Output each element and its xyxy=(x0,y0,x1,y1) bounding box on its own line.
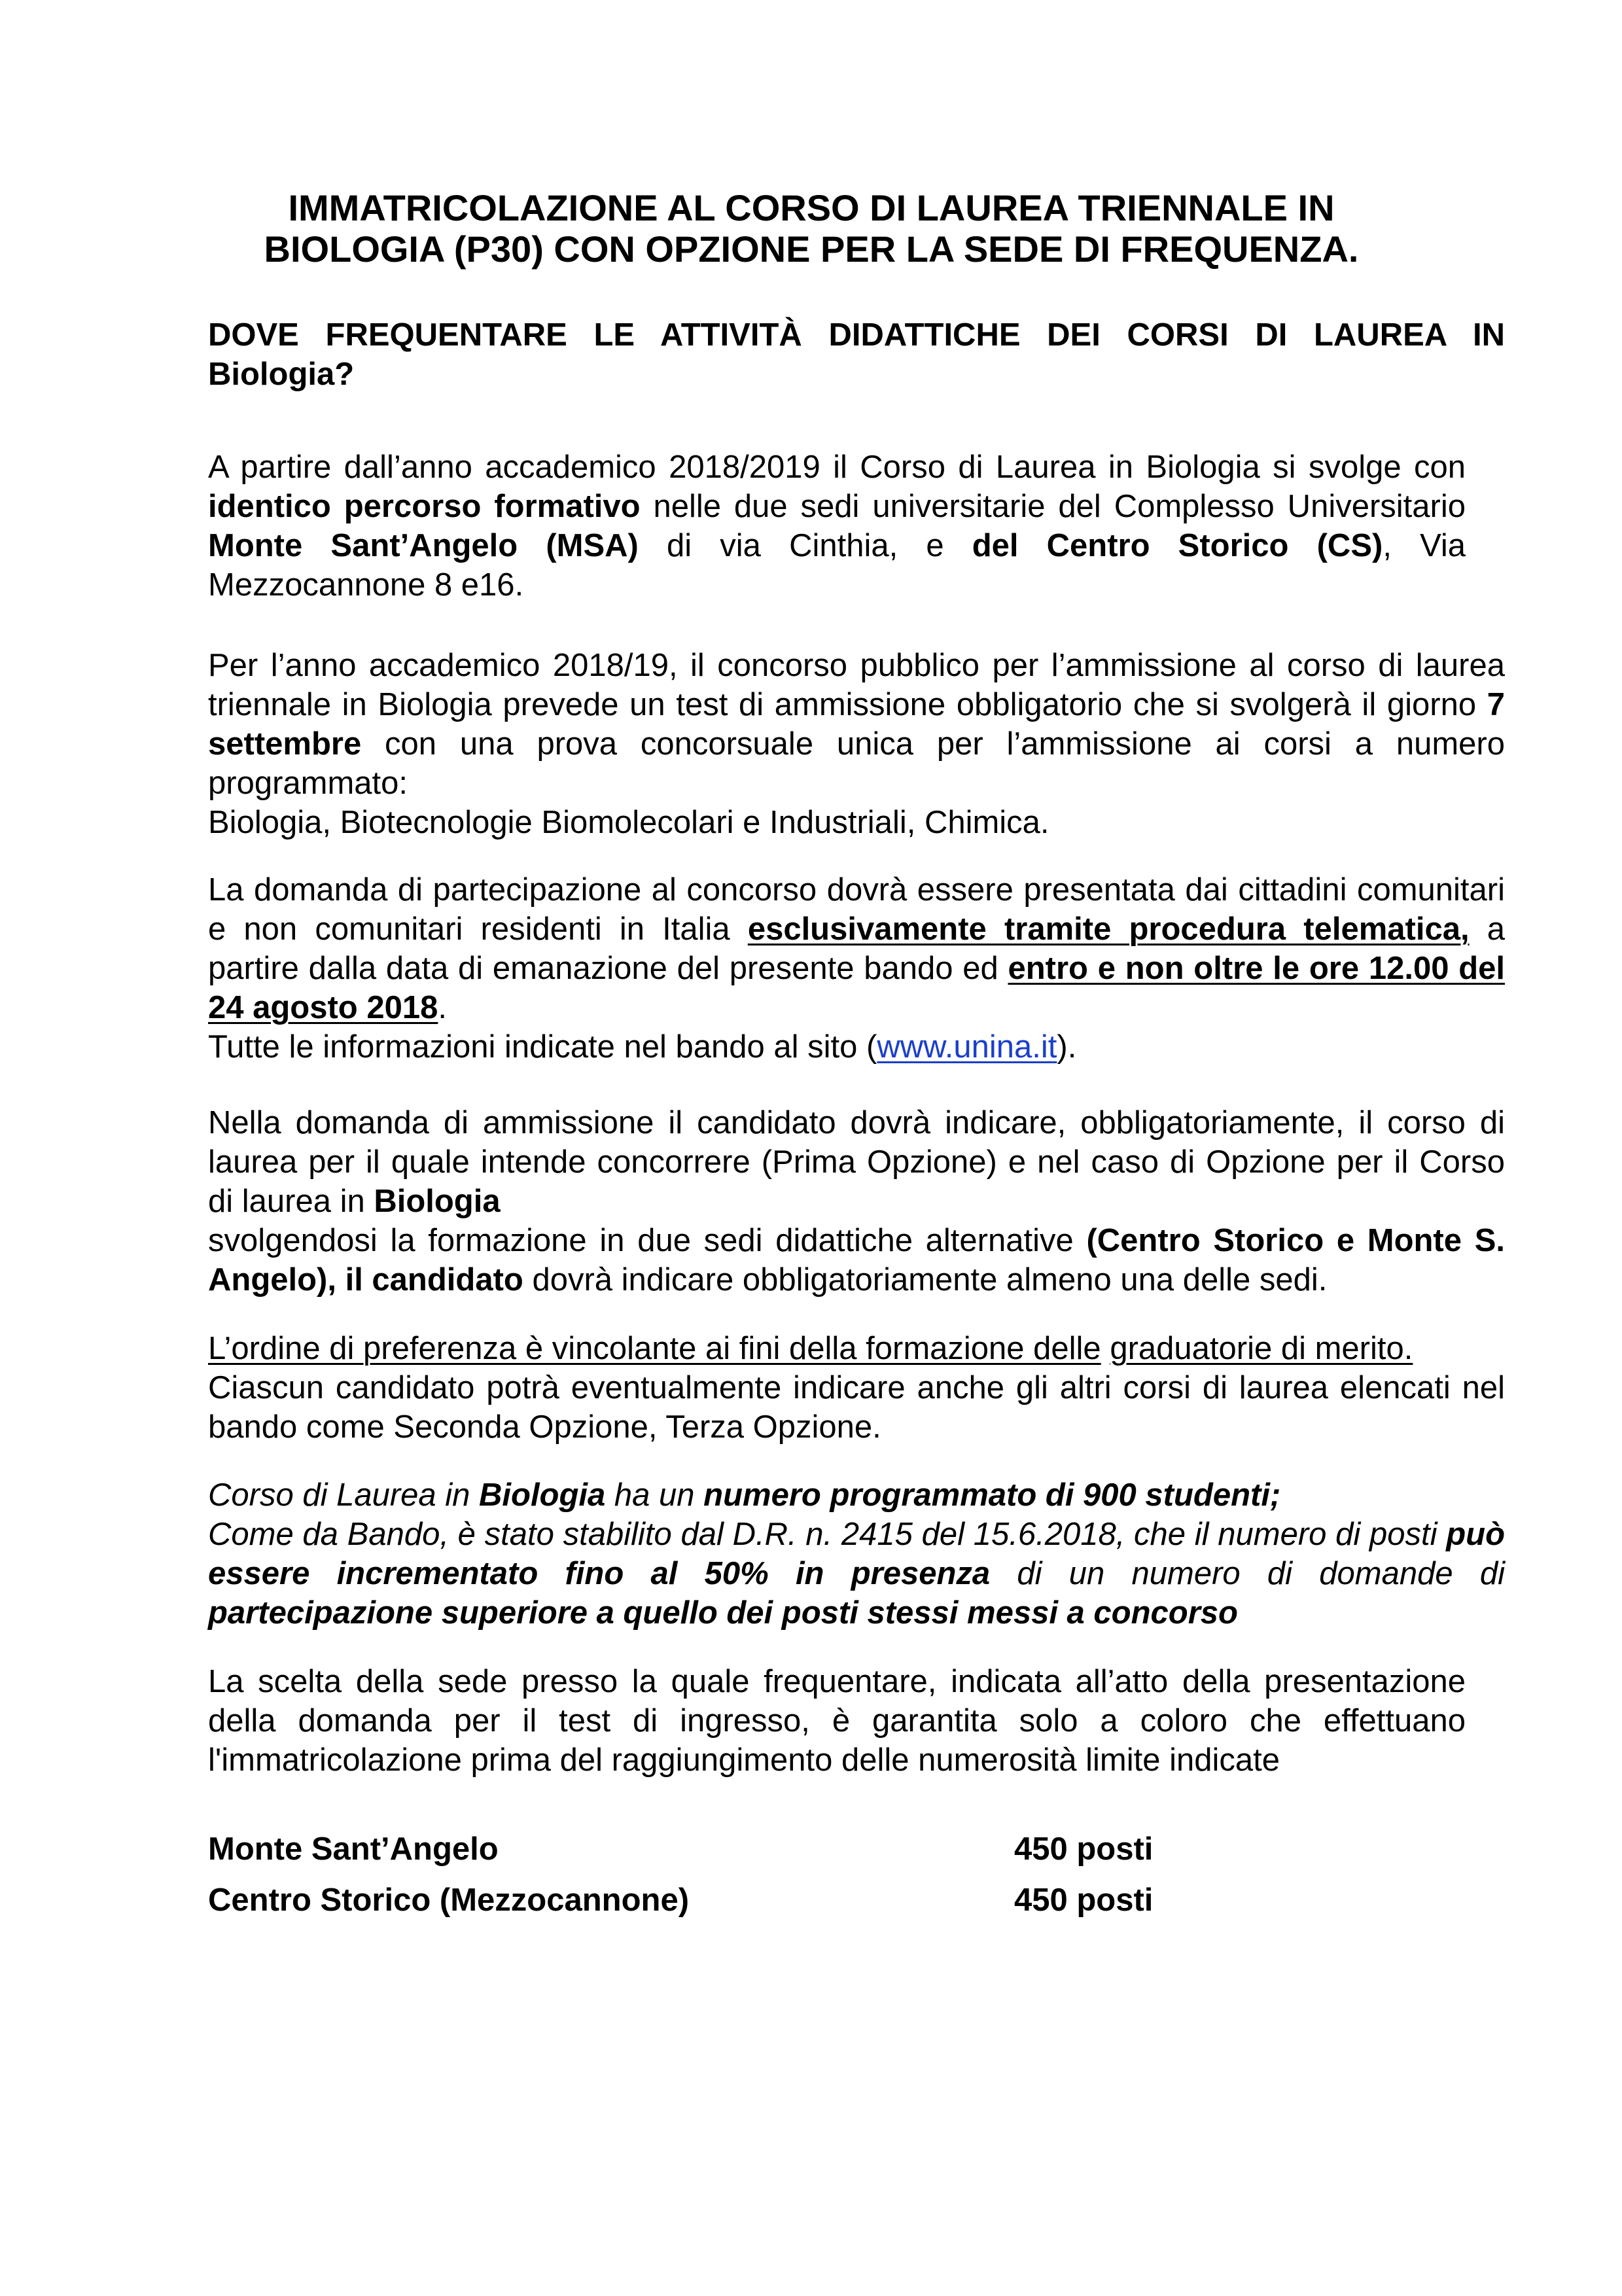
p6-text-i: di un numero di domande di xyxy=(990,1556,1505,1591)
p4-sedi-alternative: (Centro Storico e Monte S. Angelo), il candidato xyxy=(208,1223,1505,1298)
title-line-1: IMMATRICOLAZIONE AL CORSO DI LAUREA TRIENNALE IN xyxy=(288,187,1335,228)
seat-site-cs: Centro Storico (Mezzocannone) xyxy=(208,1882,690,1918)
title-line-2: BIOLOGIA (P30) CON OPZIONE PER LA SEDE DI FREQUENZA. xyxy=(264,228,1359,270)
p1-text-c: nelle due sedi universitarie del Complesso Universitario xyxy=(640,489,1466,524)
p6-incrementato: può essere incrementato xyxy=(208,1517,1505,1591)
paragraph-sedi xyxy=(208,448,1466,605)
p3-text-e: . xyxy=(438,990,447,1025)
paragraph-domanda xyxy=(208,870,1505,1067)
p5-ordine-preferenza: L’ordine di preferenza è vincolante ai fini della formazione delle xyxy=(208,1331,1101,1366)
p5-graduatorie: graduatorie di merito. xyxy=(1110,1331,1413,1366)
p2-text-c: con una prova concorsuale unica per l’ammissione ai corsi a numero programmato: xyxy=(208,726,1505,801)
p3-text-g: ). xyxy=(1057,1029,1077,1065)
p6-text-e: Come da Bando, è stato stabilito dal D.R. n. 2415 del 15.6.2018, che il numero di posti xyxy=(208,1517,1447,1552)
p4-biologia: Biologia xyxy=(374,1184,501,1219)
p1-text-a: A partire dall’anno accademico 2018/2019 il Corso di Laurea in Biologia si svolge con xyxy=(208,450,1466,485)
p6-biologia: Biologia xyxy=(479,1477,606,1513)
paragraph-test-ammissione xyxy=(208,646,1505,842)
p6-line-1 xyxy=(208,1475,1505,1515)
question-line-1: DOVE FREQUENTARE LE ATTIVITÀ DIDATTICHE DEI CORSI DI LAUREA IN xyxy=(208,317,1505,353)
seat-count-cs: 450 posti xyxy=(1014,1882,1154,1918)
p3-info-line xyxy=(208,1027,1505,1067)
p2-courses: Biologia, Biotecnologie Biomolecolari e Industriali, Chimica. xyxy=(208,805,1049,840)
p1-monte-santangelo: Monte Sant’Angelo (MSA) xyxy=(208,528,639,563)
p5-space xyxy=(1101,1331,1110,1366)
p1-text-e: di via Cinthia, e xyxy=(638,528,972,563)
p3-text-f: Tutte le informazioni indicate nel bando al sito ( xyxy=(208,1029,877,1065)
p4-text-c: svolgendosi la formazione in due sedi didattiche alternative xyxy=(208,1223,1087,1258)
p7-text: La scelta della sede presso la quale frequentare, indicata all’atto della presentazione della domanda per il test di ingresso, è garantita solo a coloro che effettuano l'immatricolazione prima del raggiungimento delle numerosità limite indicate xyxy=(208,1664,1466,1778)
p3-deadline: entro e non oltre le ore 12.00 del 24 agosto 2018 xyxy=(208,951,1505,1025)
p3-text-a: La domanda di partecipazione al concorso dovrà essere presentata dai cittadini comunitari e non comunitari residenti in Italia xyxy=(208,872,1505,947)
p1-text-g: , Via Mezzocannone 8 e16. xyxy=(208,528,1466,603)
p3-procedura-telematica: esclusivamente tramite procedura telematica, xyxy=(747,911,1470,947)
p6-space xyxy=(538,1556,565,1591)
p6-numero-programmato: numero programmato di 900 studenti; xyxy=(703,1477,1281,1513)
unina-link[interactable]: www.unina.it xyxy=(877,1029,1057,1065)
p6-text-a: Corso di Laurea in xyxy=(208,1477,480,1513)
question-line-2: Biologia? xyxy=(208,357,355,392)
p4-text-e: dovrà indicare obbligatoriamente almeno una delle sedi. xyxy=(523,1262,1328,1298)
question-heading xyxy=(208,315,1505,394)
p4-text-a: Nella domanda di ammissione il candidato dovrà indicare, obbligatoriamente, il corso di laurea per il quale intende concorrere (Prima Opzione) e nel caso di Opzione per il Corso di laurea in xyxy=(208,1105,1505,1219)
p2-date: 7 settembre xyxy=(208,687,1505,762)
seat-site-msa: Monte Sant’Angelo xyxy=(208,1831,499,1867)
p6-partecipazione: partecipazione superiore a quello dei posti stessi messi a concorso xyxy=(208,1595,1238,1631)
p6-fino-al-50: fino al 50% in presenza xyxy=(565,1556,991,1591)
p3-text-c: a partire dalla data di emanazione del presente bando ed xyxy=(208,911,1505,986)
paragraph-scelta-sede xyxy=(208,1662,1466,1780)
p1-identico-percorso: identico percorso formativo xyxy=(208,489,641,524)
paragraph-opzioni xyxy=(208,1103,1505,1299)
p6-text-c: ha un xyxy=(605,1477,704,1513)
seat-count-msa: 450 posti xyxy=(1014,1831,1154,1867)
paragraph-numero-programmato xyxy=(208,1475,1505,1633)
paragraph-preferenza xyxy=(208,1329,1505,1447)
p2-text-a: Per l’anno accademico 2018/19, il concorso pubblico per l’ammissione al corso di laurea triennale in Biologia prevede un test di ammissione obbligatorio che si svolgerà il giorno xyxy=(208,648,1505,722)
seat-row-cs xyxy=(208,1881,1154,1920)
p5-text-d: Ciascun candidato potrà eventualmente indicare anche gli altri corsi di laurea elencati nel bando come Seconda Opzione, Terza Opzione. xyxy=(208,1370,1505,1445)
document-title xyxy=(196,187,1426,270)
p1-centro-storico: del Centro Storico (CS) xyxy=(972,528,1383,563)
seat-row-msa xyxy=(208,1829,1154,1869)
